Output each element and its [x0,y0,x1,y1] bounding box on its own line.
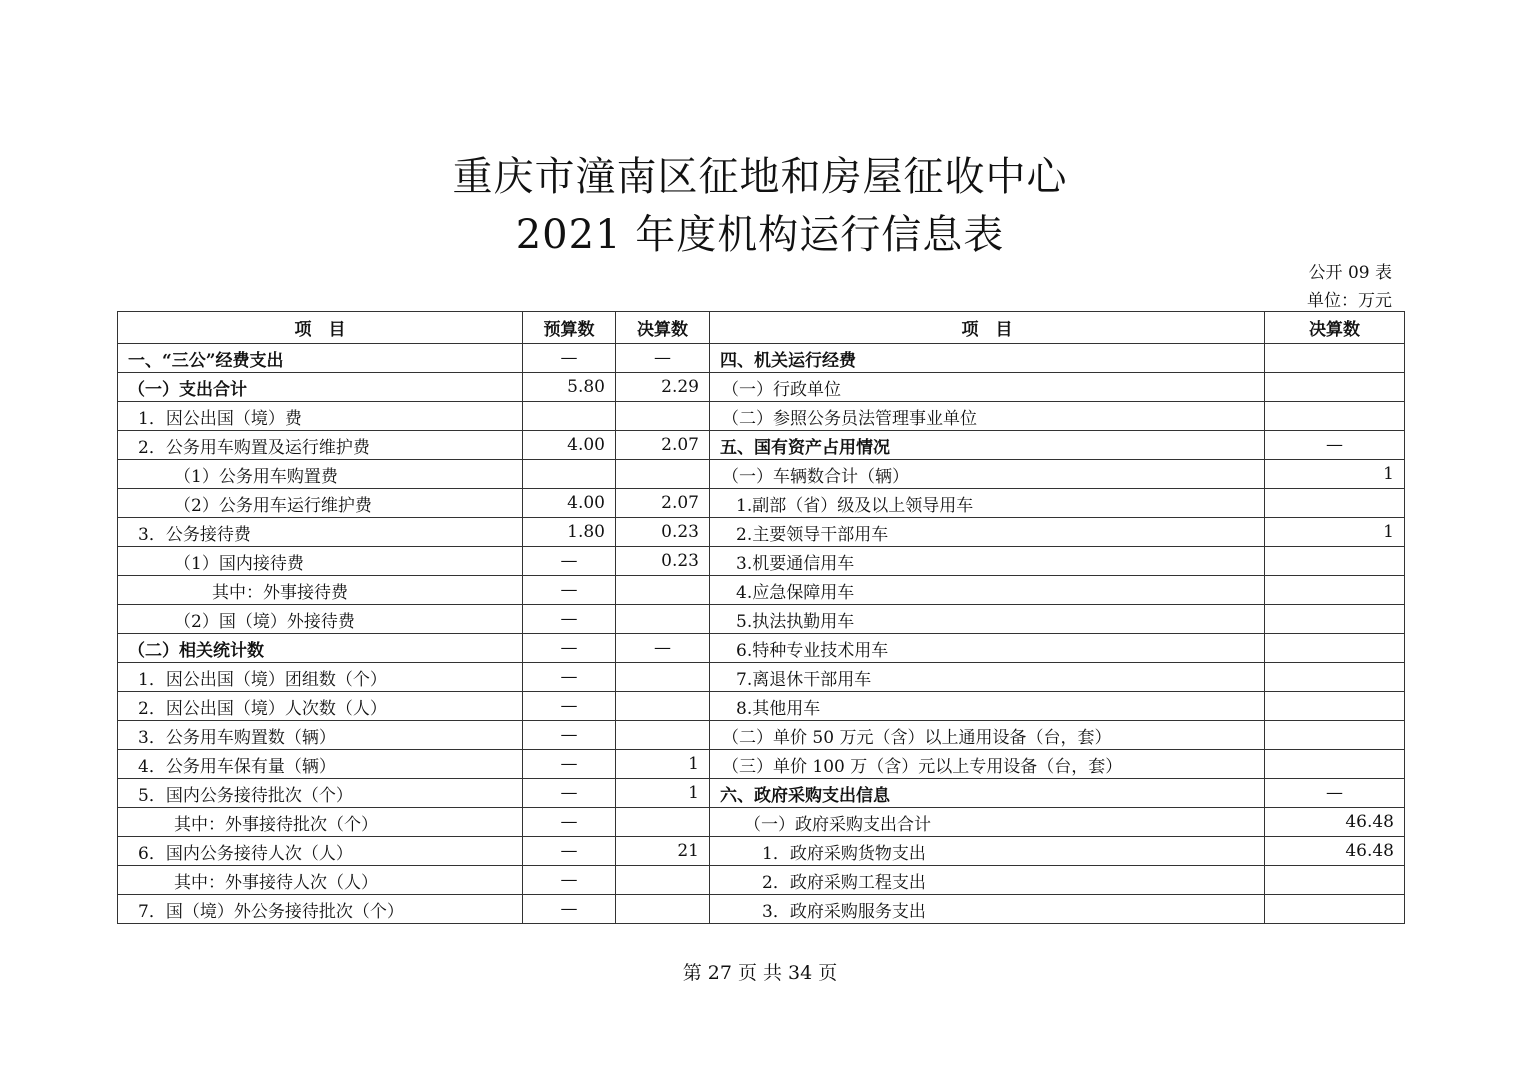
left-item: 其中：外事接待费 [118,576,523,605]
right-item: （三）单价 100 万（含）元以上专用设备（台，套） [710,750,1265,779]
right-final-cell [1265,692,1405,721]
budget-cell: — [523,866,616,895]
right-item: 六、政府采购支出信息 [710,779,1265,808]
budget-cell: — [523,837,616,866]
left-item: （2）国（境）外接待费 [118,605,523,634]
left-item: 2．公务用车购置及运行维护费 [118,431,523,460]
table-row [118,518,1405,547]
final-cell [616,866,710,895]
left-item: （1）国内接待费 [118,547,523,576]
col-header-final: 决算数 [616,312,710,344]
table-row [118,431,1405,460]
right-item: 1.副部（省）级及以上领导用车 [710,489,1265,518]
table-row [118,402,1405,431]
col-header-item-right: 项 目 [710,312,1265,344]
budget-cell: — [523,605,616,634]
right-item: 3.机要通信用车 [710,547,1265,576]
right-final-cell [1265,663,1405,692]
budget-cell: — [523,344,616,373]
budget-cell: — [523,634,616,663]
right-item: 四、机关运行经费 [710,344,1265,373]
right-final-cell [1265,895,1405,924]
right-final-cell: 1 [1265,518,1405,547]
budget-cell: — [523,808,616,837]
final-cell [616,402,710,431]
right-item: 3．政府采购服务支出 [710,895,1265,924]
budget-cell: — [523,779,616,808]
table-header-row [118,312,1405,344]
right-item: 5.执法执勤用车 [710,605,1265,634]
right-final-cell: — [1265,779,1405,808]
final-cell: — [616,344,710,373]
right-final-cell [1265,750,1405,779]
right-final-cell [1265,721,1405,750]
table-row [118,779,1405,808]
final-cell: 0.23 [616,547,710,576]
right-item: （二）参照公务员法管理事业单位 [710,402,1265,431]
final-cell: 1 [616,750,710,779]
right-item: （二）单价 50 万元（含）以上通用设备（台，套） [710,721,1265,750]
final-cell [616,460,710,489]
left-item: 6．国内公务接待人次（人） [118,837,523,866]
right-final-cell [1265,866,1405,895]
final-cell: 2.29 [616,373,710,402]
final-cell: — [616,634,710,663]
table-row [118,460,1405,489]
right-final-cell: 46.48 [1265,837,1405,866]
table-row [118,547,1405,576]
right-item: 6.特种专业技术用车 [710,634,1265,663]
table-row [118,808,1405,837]
table-row [118,692,1405,721]
final-cell [616,721,710,750]
final-cell: 0.23 [616,518,710,547]
final-cell: 1 [616,779,710,808]
left-item: 其中：外事接待人次（人） [118,866,523,895]
right-final-cell [1265,605,1405,634]
final-cell [616,895,710,924]
budget-cell [523,460,616,489]
left-item: 3．公务用车购置数（辆） [118,721,523,750]
final-cell [616,576,710,605]
right-item: 2.主要领导干部用车 [710,518,1265,547]
right-item: 2．政府采购工程支出 [710,866,1265,895]
right-final-cell [1265,547,1405,576]
right-item: 1．政府采购货物支出 [710,837,1265,866]
budget-cell: — [523,663,616,692]
table-code: 公开 09 表 [1308,263,1392,283]
right-final-cell [1265,576,1405,605]
left-item: （1）公务用车购置费 [118,460,523,489]
right-final-cell: 46.48 [1265,808,1405,837]
table-row [118,373,1405,402]
final-cell: 2.07 [616,489,710,518]
table-row [118,576,1405,605]
budget-cell: — [523,750,616,779]
table-row [118,750,1405,779]
right-final-cell [1265,489,1405,518]
page-number: 第 27 页 共 34 页 [682,962,838,984]
document-title-line2: 2021 年度机构运行信息表 [515,212,1005,258]
right-item: 五、国有资产占用情况 [710,431,1265,460]
budget-cell: — [523,895,616,924]
table-row [118,489,1405,518]
table-row [118,721,1405,750]
budget-cell: — [523,721,616,750]
left-item: （一）支出合计 [118,373,523,402]
left-item: （2）公务用车运行维护费 [118,489,523,518]
budget-cell: — [523,576,616,605]
budget-cell: 5.80 [523,373,616,402]
table-row [118,895,1405,924]
budget-cell: 4.00 [523,431,616,460]
right-item: 7.离退休干部用车 [710,663,1265,692]
left-item: 2．因公出国（境）人次数（人） [118,692,523,721]
info-table [117,311,1405,924]
right-item: （一）车辆数合计（辆） [710,460,1265,489]
right-item: （一）行政单位 [710,373,1265,402]
col-header-item-left: 项 目 [118,312,523,344]
left-item: 1．因公出国（境）费 [118,402,523,431]
table-row [118,837,1405,866]
left-item: （二）相关统计数 [118,634,523,663]
right-final-cell [1265,634,1405,663]
final-cell: 2.07 [616,431,710,460]
table-row [118,605,1405,634]
budget-cell: 4.00 [523,489,616,518]
left-item: 一、“三公”经费支出 [118,344,523,373]
right-final-cell [1265,344,1405,373]
left-item: 5．国内公务接待批次（个） [118,779,523,808]
unit-label: 单位：万元 [1307,291,1392,311]
right-item: 8.其他用车 [710,692,1265,721]
table-row [118,866,1405,895]
final-cell [616,663,710,692]
col-header-budget: 预算数 [523,312,616,344]
final-cell [616,605,710,634]
col-header-final-right: 决算数 [1265,312,1405,344]
left-item: 其中：外事接待批次（个） [118,808,523,837]
final-cell [616,692,710,721]
document-title-line1: 重庆市潼南区征地和房屋征收中心 [452,154,1068,200]
budget-cell: — [523,547,616,576]
right-final-cell [1265,402,1405,431]
right-final-cell [1265,373,1405,402]
budget-cell [523,402,616,431]
left-item: 3．公务接待费 [118,518,523,547]
final-cell: 21 [616,837,710,866]
left-item: 1．因公出国（境）团组数（个） [118,663,523,692]
table-row [118,344,1405,373]
table-row [118,634,1405,663]
final-cell [616,808,710,837]
right-item: （一）政府采购支出合计 [710,808,1265,837]
budget-cell: 1.80 [523,518,616,547]
right-final-cell: — [1265,431,1405,460]
left-item: 7．国（境）外公务接待批次（个） [118,895,523,924]
right-item: 4.应急保障用车 [710,576,1265,605]
left-item: 4．公务用车保有量（辆） [118,750,523,779]
budget-cell: — [523,692,616,721]
table-row [118,663,1405,692]
right-final-cell: 1 [1265,460,1405,489]
